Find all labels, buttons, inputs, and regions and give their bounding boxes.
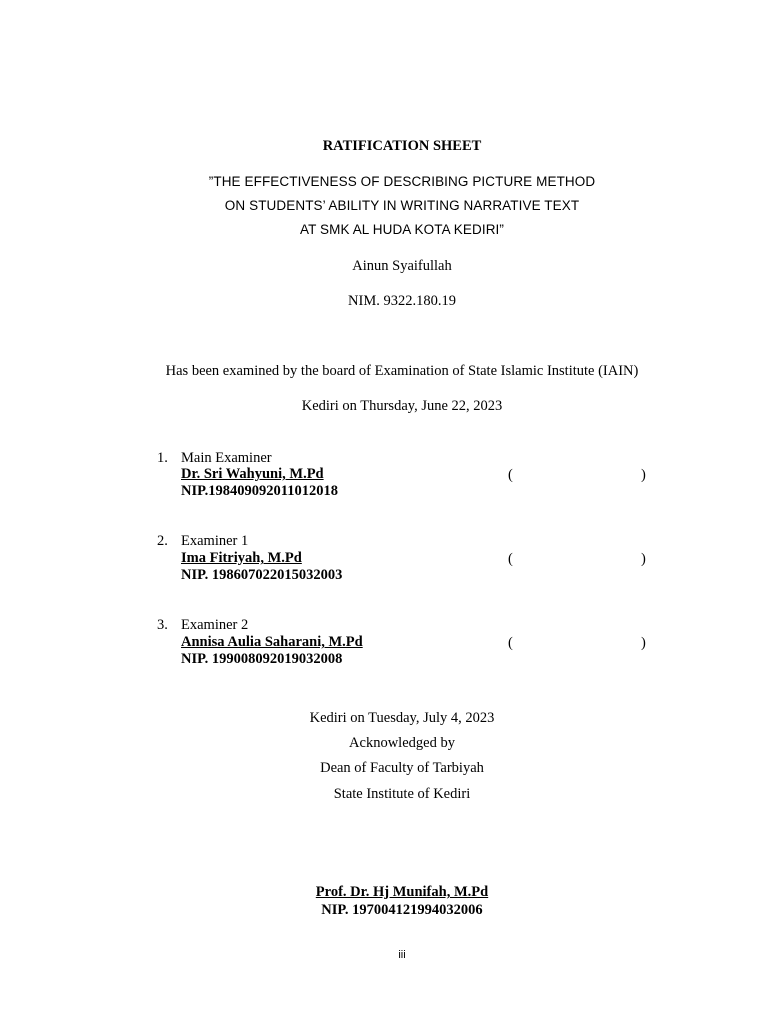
signature-paren-close: ) xyxy=(641,635,646,651)
dean-title: Dean of Faculty of Tarbiyah xyxy=(320,760,484,776)
examiner-number: 1. xyxy=(157,450,168,466)
author-name: Ainun Syaifullah xyxy=(352,258,452,274)
author-nim: NIM. 9322.180.19 xyxy=(348,293,456,309)
thesis-title-line-1: ”THE EFFECTIVENESS OF DESCRIBING PICTURE METHOD xyxy=(208,174,596,189)
institute-name: State Institute of Kediri xyxy=(333,786,471,802)
examiner-number: 2. xyxy=(157,533,168,549)
signature-paren-open: ( xyxy=(508,467,513,483)
examiner-nip: NIP. 199008092019032008 xyxy=(181,651,343,667)
examination-date: Kediri on Thursday, June 22, 2023 xyxy=(301,398,503,414)
examiner-nip: NIP. 198607022015032003 xyxy=(181,567,343,583)
dean-name: Prof. Dr. Hj Munifah, M.Pd xyxy=(315,884,489,900)
dean-nip: NIP. 197004121994032006 xyxy=(321,902,483,918)
signature-paren-close: ) xyxy=(641,551,646,567)
examiner-role: Examiner 1 xyxy=(181,533,249,549)
thesis-title-line-2: ON STUDENTS’ ABILITY IN WRITING NARRATIVE TEXT xyxy=(224,198,580,213)
page-number: iii xyxy=(398,949,406,961)
examiner-name: Annisa Aulia Saharani, M.Pd xyxy=(181,634,363,650)
dean-signature-block xyxy=(0,884,768,901)
page-title: RATIFICATION SHEET xyxy=(322,138,482,154)
examiner-name: Dr. Sri Wahyuni, M.Pd xyxy=(181,466,324,482)
examiner-name: Ima Fitriyah, M.Pd xyxy=(181,550,302,566)
signature-paren-open: ( xyxy=(508,635,513,651)
signature-paren-close: ) xyxy=(641,467,646,483)
examiner-role: Main Examiner xyxy=(181,450,272,466)
signature-paren-open: ( xyxy=(508,551,513,567)
examination-statement: Has been examined by the board of Examination of State Islamic Institute (IAIN) xyxy=(165,363,639,379)
thesis-title-line-3: AT SMK AL HUDA KOTA KEDIRI” xyxy=(299,222,504,237)
acknowledged-by: Acknowledged by xyxy=(349,735,455,751)
examiner-role: Examiner 2 xyxy=(181,617,249,633)
acknowledgement-date: Kediri on Tuesday, July 4, 2023 xyxy=(309,710,495,726)
examiner-nip: NIP.198409092011012018 xyxy=(181,483,338,499)
examiner-number: 3. xyxy=(157,617,168,633)
